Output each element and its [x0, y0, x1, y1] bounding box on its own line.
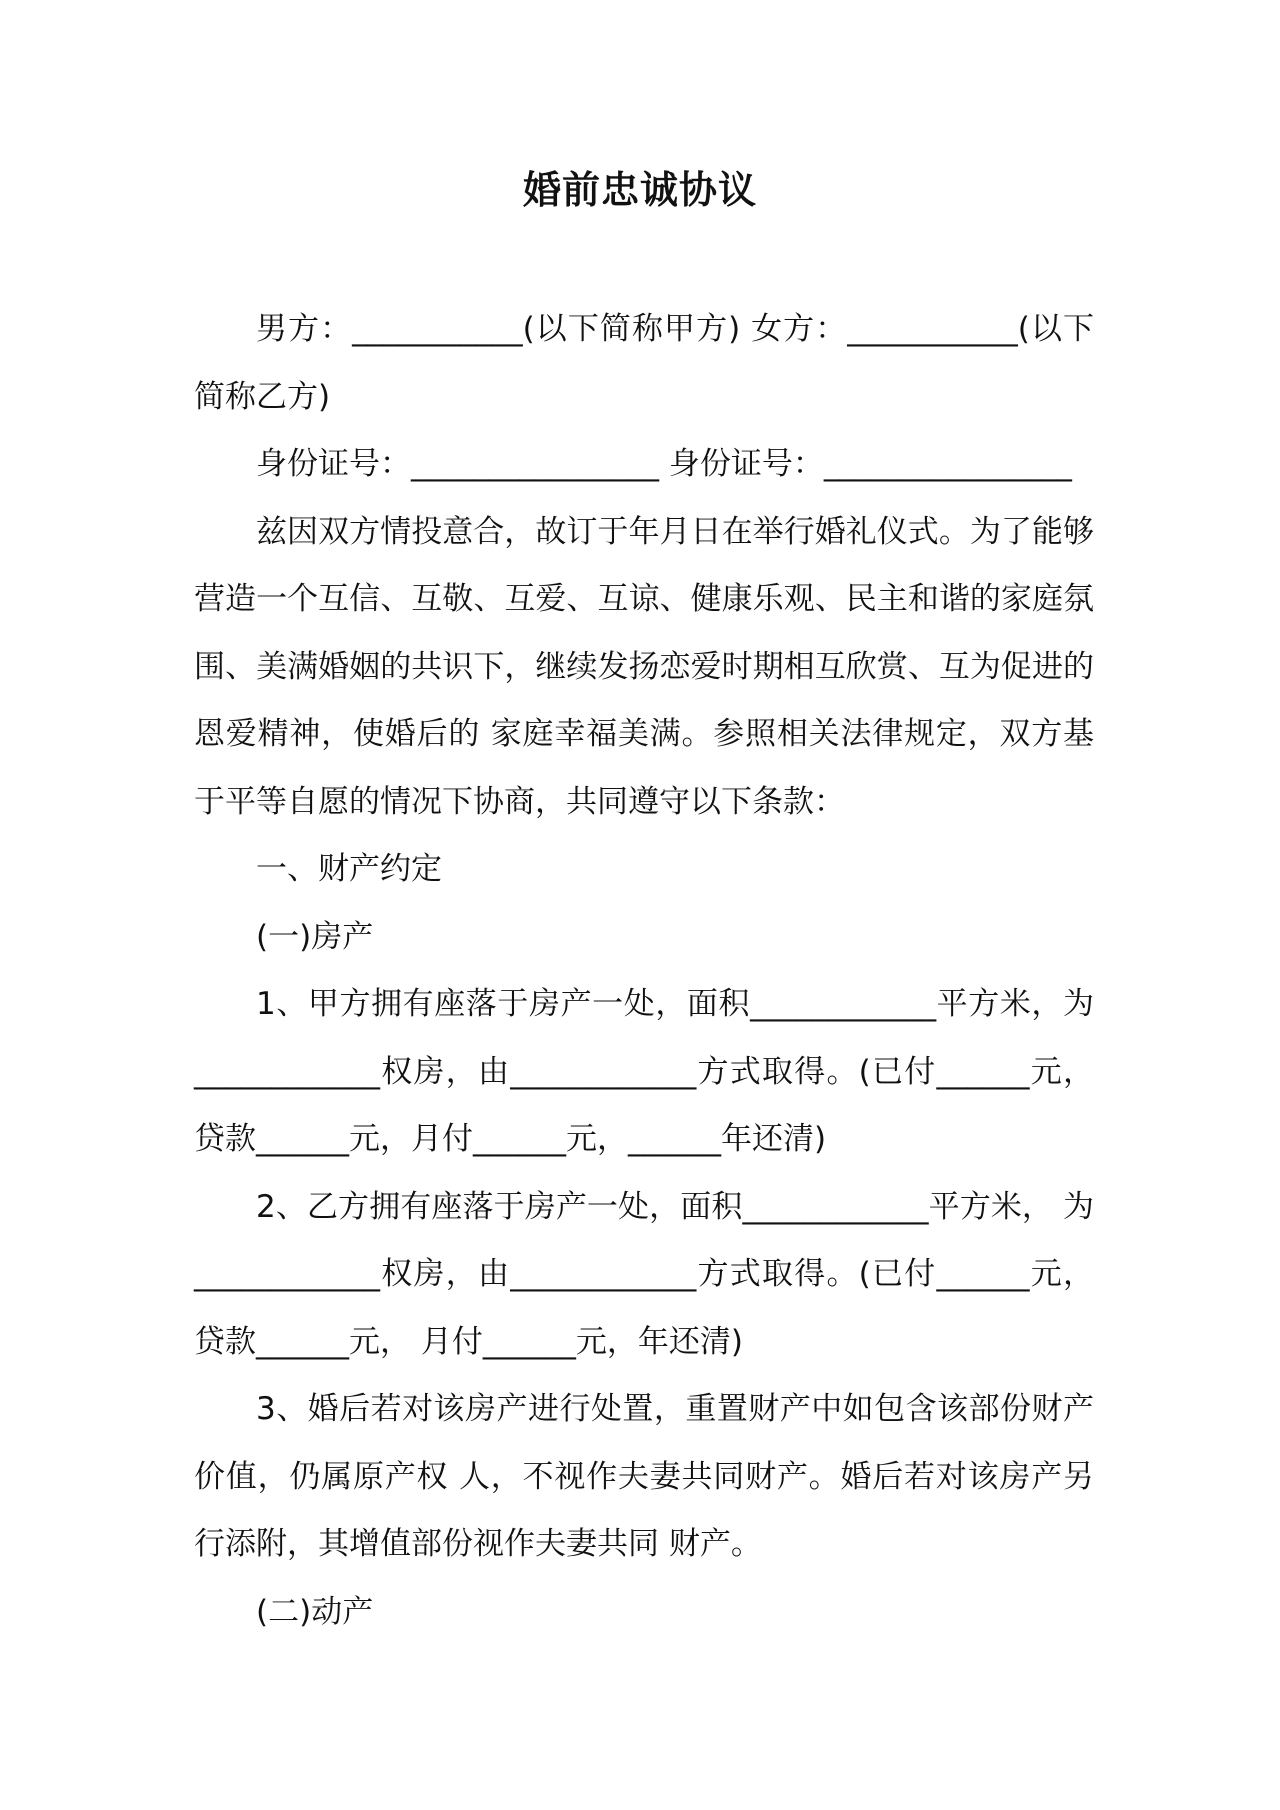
subsection-heading-movable-property: (二)动产: [256, 1593, 374, 1630]
clause-3-paragraph: 3、婚后若对该房产进行处置，重置财产中如包含该部份财产价值，仍属原产权 人，不视作夫妻共同财产。婚后若对该房产另行添附，其增值部份视作夫妻共同 财产。: [194, 1391, 1094, 1562]
document-title: 婚前忠诚协议: [522, 168, 757, 212]
document-body: [194, 296, 1094, 1646]
id-number-paragraph: 身份证号：________________ 身份证号：________________: [256, 446, 1072, 482]
clause-2-paragraph: 2、乙方拥有座落于房产一处，面积____________平方米， 为____________权房，由____________方式取得。(已付______元，贷款______元， 月付______元，年还清): [194, 1188, 1094, 1360]
clause-1-paragraph: 1、甲方拥有座落于房产一处，面积____________平方米，为____________权房，由____________方式取得。(已付______元，贷款______元，月付______元，______年还清): [194, 986, 1094, 1157]
party-names-paragraph: 男方：___________(以下简称甲方) 女方：___________(以下简称乙方): [194, 311, 1094, 415]
preamble-paragraph: 兹因双方情投意合，故订于年月日在举行婚礼仪式。为了能够营造一个互信、互敬、互爱、互谅、健康乐观、民主和谐的家庭氛围、美满婚姻的共识下，继续发扬恋爱时期相互欣赏、互为促进的恩爱精神，使婚后的 家庭幸福美满。参照相关法律规定，双方基于平等自愿的情况下协商，共同遵守以下条款：: [194, 513, 1094, 820]
section-heading-property: 一、财产约定: [256, 851, 442, 887]
subsection-heading-real-estate: (一)房产: [256, 918, 374, 955]
